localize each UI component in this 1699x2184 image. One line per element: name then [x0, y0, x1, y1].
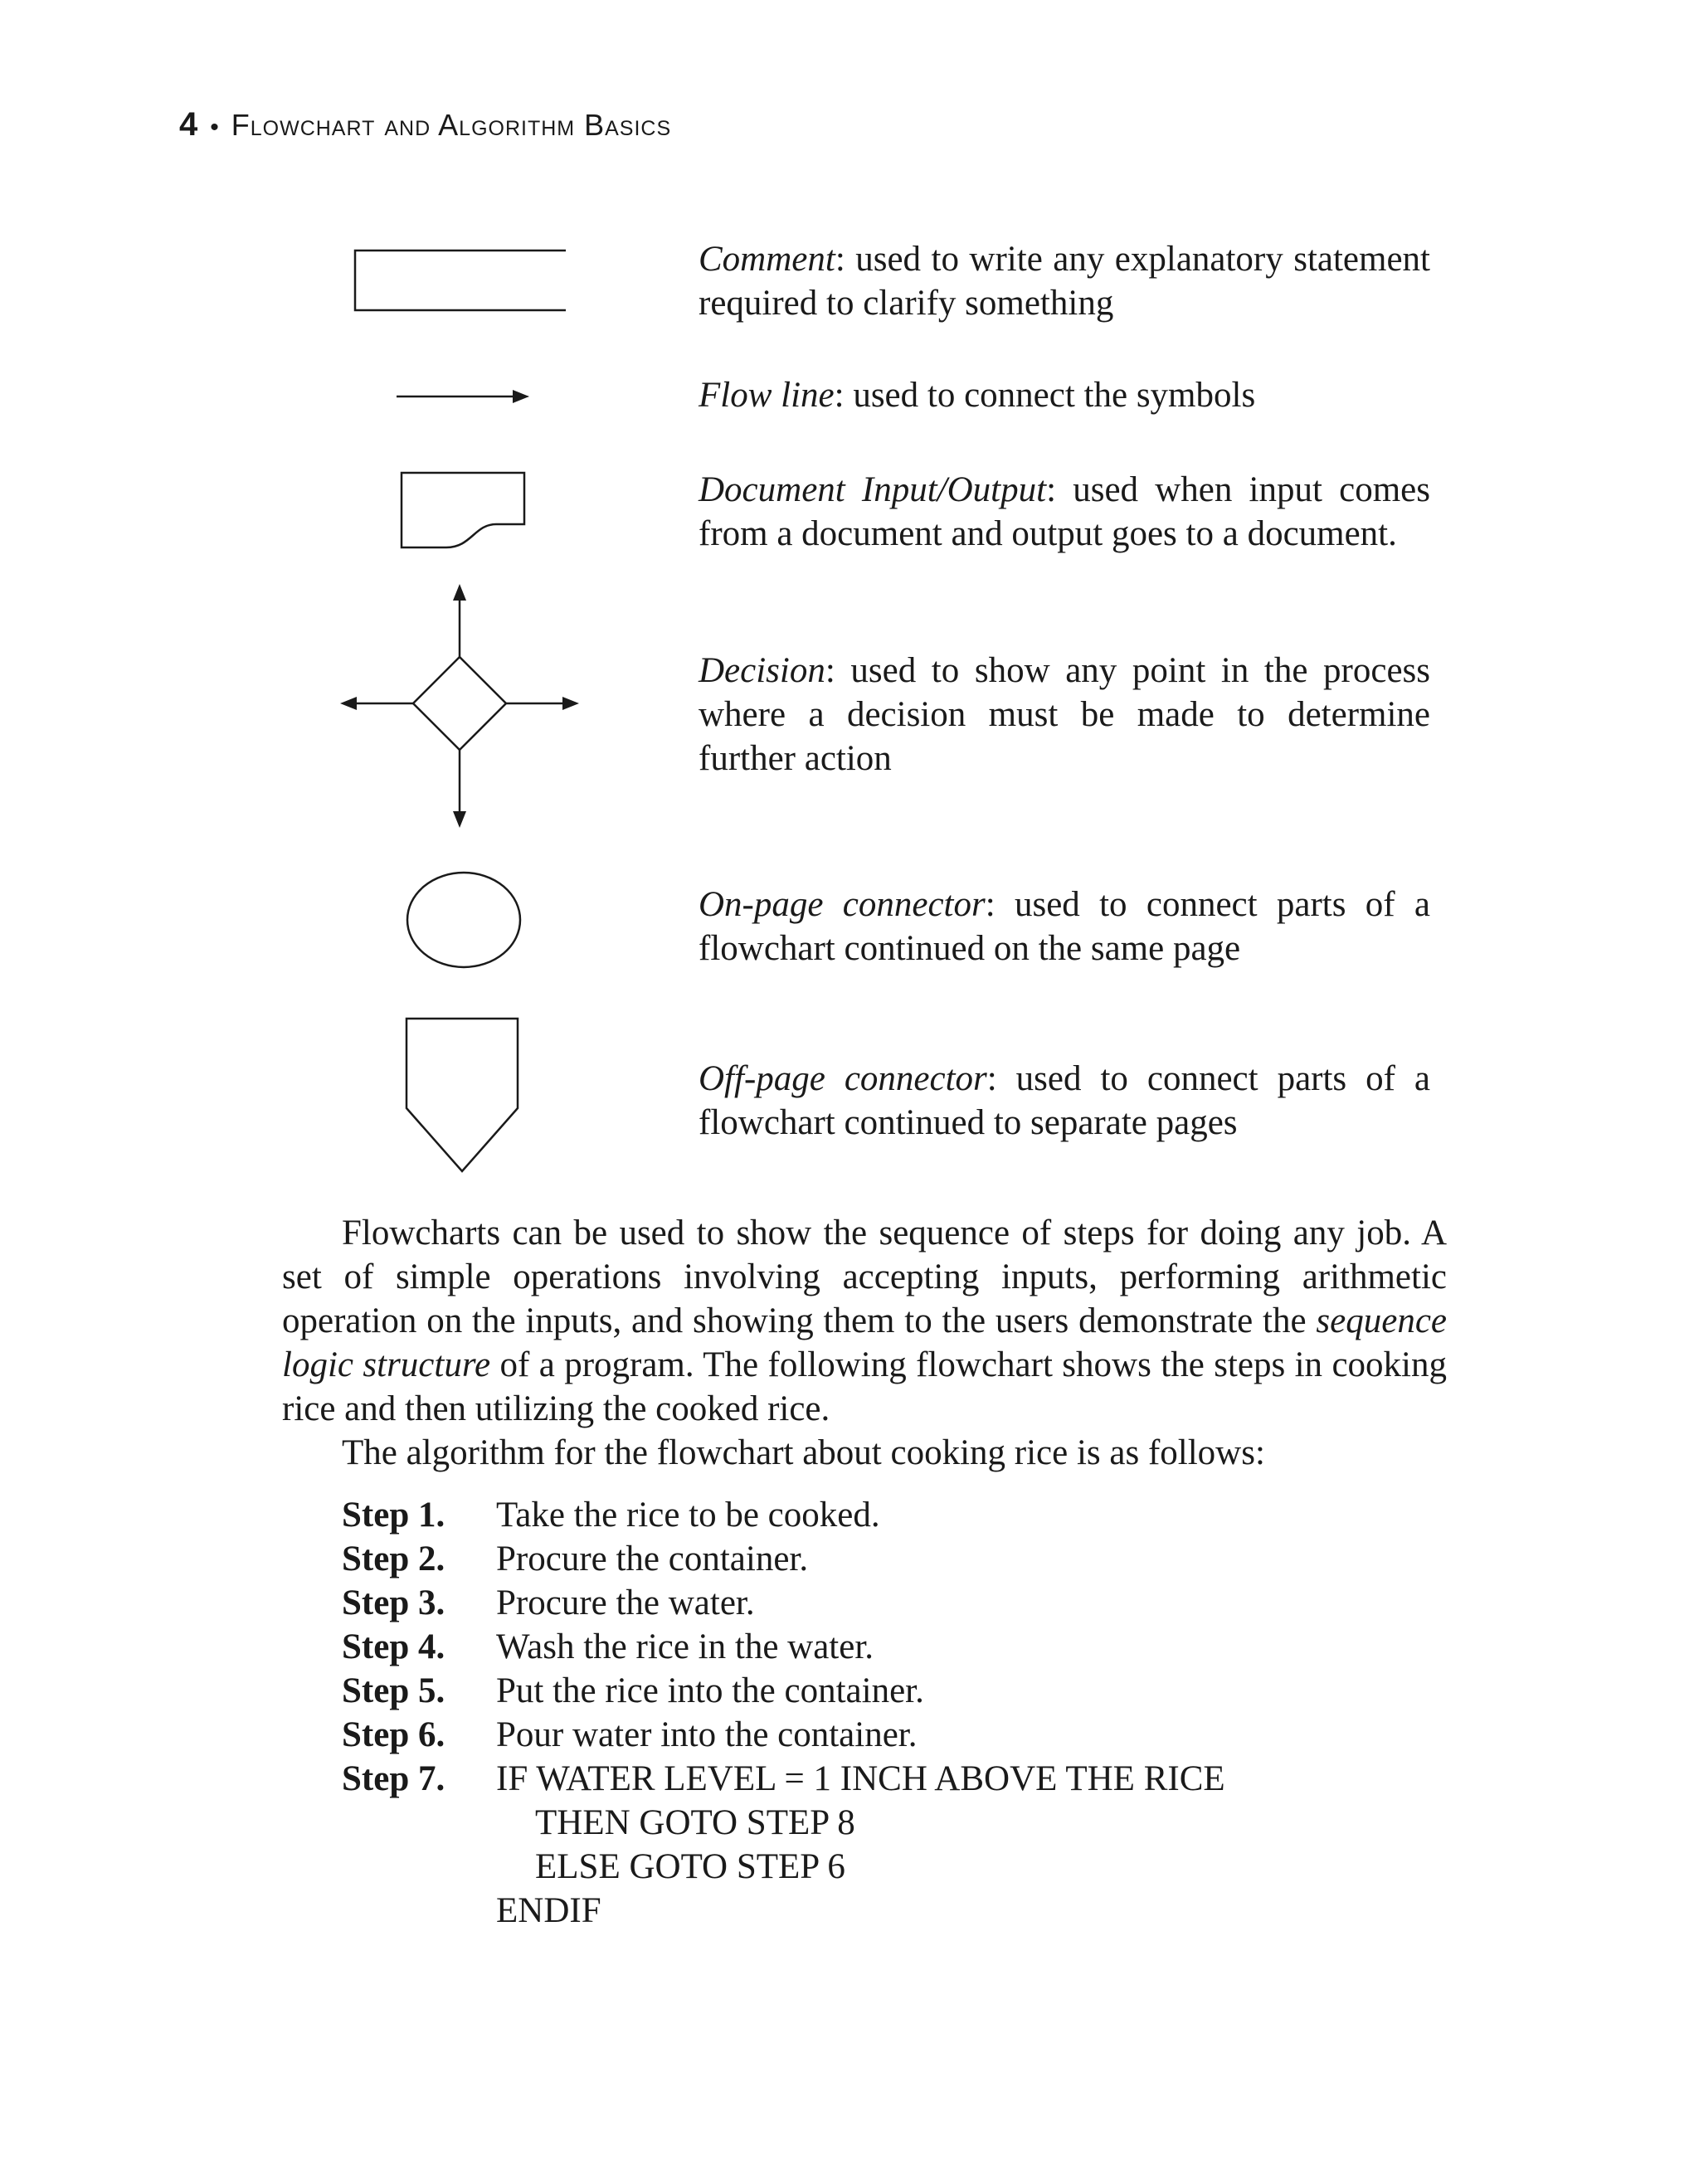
list-item: [342, 1493, 1225, 1537]
step-7-then: THEN GOTO STEP 8: [535, 1803, 855, 1842]
step-text: IF WATER LEVEL = 1 INCH ABOVE THE RICE: [496, 1759, 1225, 1798]
comment-symbol-icon: [348, 246, 572, 315]
step-label: Step 5.: [342, 1671, 445, 1710]
body-text: [282, 1211, 1447, 1475]
symbol-desc-on-page-connector: [699, 883, 1430, 970]
step-label: Step 4.: [342, 1627, 445, 1666]
symbol-term: Flow line: [699, 376, 835, 415]
symbol-text: : used to connect parts of a flowchart continued on the same page: [699, 885, 1430, 968]
symbol-text: : used to connect the symbols: [834, 376, 1256, 415]
list-item: [342, 1757, 1225, 1801]
step-label: Step 6.: [342, 1715, 445, 1754]
paragraph-flowcharts: [282, 1211, 1447, 1431]
list-item: [342, 1537, 1225, 1581]
step-text: Procure the container.: [496, 1540, 809, 1578]
header-bullet: •: [210, 114, 220, 141]
step-label: Step 2.: [342, 1540, 445, 1578]
step-text: Procure the water.: [496, 1583, 755, 1622]
step-label: Step 7.: [342, 1759, 445, 1798]
symbol-desc-decision: [699, 649, 1430, 781]
flow-line-arrow-icon: [393, 380, 534, 413]
step-text: Wash the rice in the water.: [496, 1627, 874, 1666]
step-label: Step 3.: [342, 1583, 445, 1622]
document-symbol-icon: [398, 469, 531, 552]
on-page-connector-circle-icon: [402, 868, 526, 972]
list-item: [342, 1581, 1225, 1625]
symbol-text: : used to write any explanatory statement required to clarify something: [699, 240, 1430, 323]
off-page-connector-pentagon-icon: [402, 1014, 523, 1176]
list-item: [342, 1669, 1225, 1713]
paragraph-text: Flowcharts can be used to show the sequence of steps for doing any job. A set of simple operations involving accepting inputs, performing arithmetic operation on the inputs, and showing them to the users demonstrate the: [282, 1214, 1447, 1340]
step-label: Step 1.: [342, 1496, 445, 1535]
paragraph-text: of a program. The following flowchart shows the steps in cooking rice and then utilizing the cooked rice.: [282, 1345, 1447, 1428]
symbol-term: On-page connector: [699, 885, 986, 924]
symbol-term: Document Input/Output: [699, 470, 1047, 509]
step-text: Pour water into the container.: [496, 1715, 918, 1754]
symbol-desc-flow-line: [699, 373, 1430, 417]
step-7-else: ELSE GOTO STEP 6: [535, 1847, 845, 1886]
running-title: Flowchart and Algorithm Basics: [231, 108, 672, 142]
symbol-text: : used to show any point in the process where a decision must be made to determine further action: [699, 651, 1430, 778]
page-number: 4: [179, 106, 199, 143]
symbol-term: Comment: [699, 240, 835, 279]
symbol-desc-document: [699, 468, 1430, 556]
symbol-desc-off-page-connector: [699, 1057, 1430, 1145]
algorithm-steps: [342, 1493, 1225, 1933]
symbol-desc-comment: [699, 237, 1430, 325]
step-7-endif: ENDIF: [496, 1891, 601, 1930]
symbol-term: Decision: [699, 651, 825, 690]
paragraph-algorithm-intro: The algorithm for the flowchart about cooking rice is as follows:: [342, 1433, 1265, 1472]
symbol-text: : used when input comes from a document and output goes to a document.: [699, 470, 1430, 553]
step-text: Take the rice to be cooked.: [496, 1496, 880, 1535]
decision-diamond-icon: [335, 581, 584, 833]
paragraph-emphasis: sequence logic structure: [282, 1301, 1447, 1384]
list-item: [342, 1713, 1225, 1757]
running-head: [179, 106, 671, 143]
symbol-text: : used to connect parts of a flowchart continued to separate pages: [699, 1059, 1430, 1142]
step-text: Put the rice into the container.: [496, 1671, 924, 1710]
list-item: [342, 1625, 1225, 1669]
symbol-term: Off-page connector: [699, 1059, 987, 1098]
